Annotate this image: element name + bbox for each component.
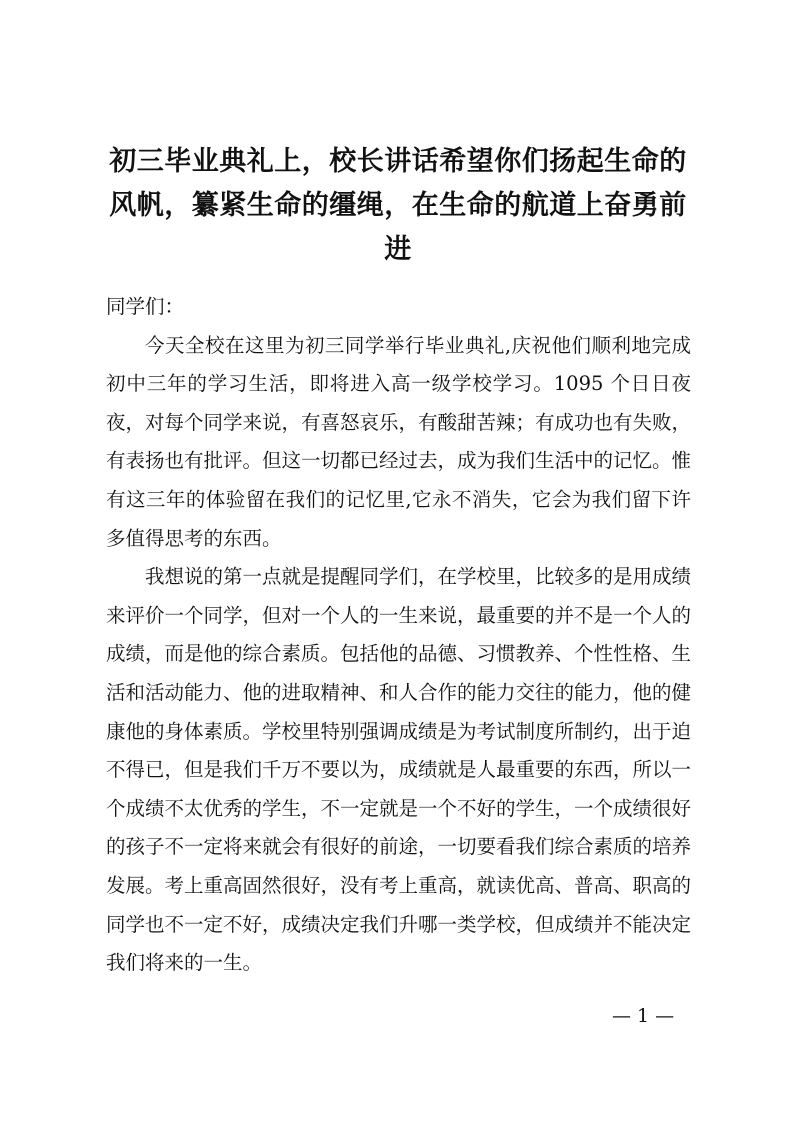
page-number: — 1 —	[612, 1005, 675, 1027]
salutation: 同学们：	[106, 295, 185, 318]
paragraph-2: 我想说的第一点就是提醒同学们，在学校里，比较多的是用成绩来评价一个同学，但对一个人的一生来说，最重要的并不是一个人的成绩，而是他的综合素质。包括他的品德、习惯教养、个性性格、生活和活动能力、他的进取精神、和人合作的能力交往的能力，他的健康他的身体素质。学校里特别强调成绩是为考试制度所制约，出于迫不得已，但是我们千万不要以为，成绩就是人最重要的东西，所以一个成绩不太优秀的学生，不一定就是一个不好的学生，一个成绩很好的孩子不一定将来就会有很好的前途，一切要看我们综合素质的培养发展。考上重高固然很好，没有考上重高，就读优高、普高、职高的同学也不一定不好，成绩决定我们升哪一类学校，但成绩并不能决定我们将来的一生。	[106, 565, 692, 975]
paragraph-1: 今天全校在这里为初三同学举行毕业典礼,庆祝他们顺利地完成初中三年的学习生活，即将进入高一级学校学习。1095 个日日夜夜，对每个同学来说，有喜怒哀乐，有酸甜苦辣；有成功也有失败，有表扬也有批评。但这一切都已经过去，成为我们生活中的记忆。惟有这三年的体验留在我们的记忆里,它永不消失，它会为我们留下许多值得思考的东西。	[106, 333, 692, 550]
document-title: 初三毕业典礼上，校长讲话希望你们扬起生命的风帆，纂紧生命的缰绳，在生命的航道上奋勇前进	[109, 146, 687, 265]
document-body	[106, 288, 691, 983]
